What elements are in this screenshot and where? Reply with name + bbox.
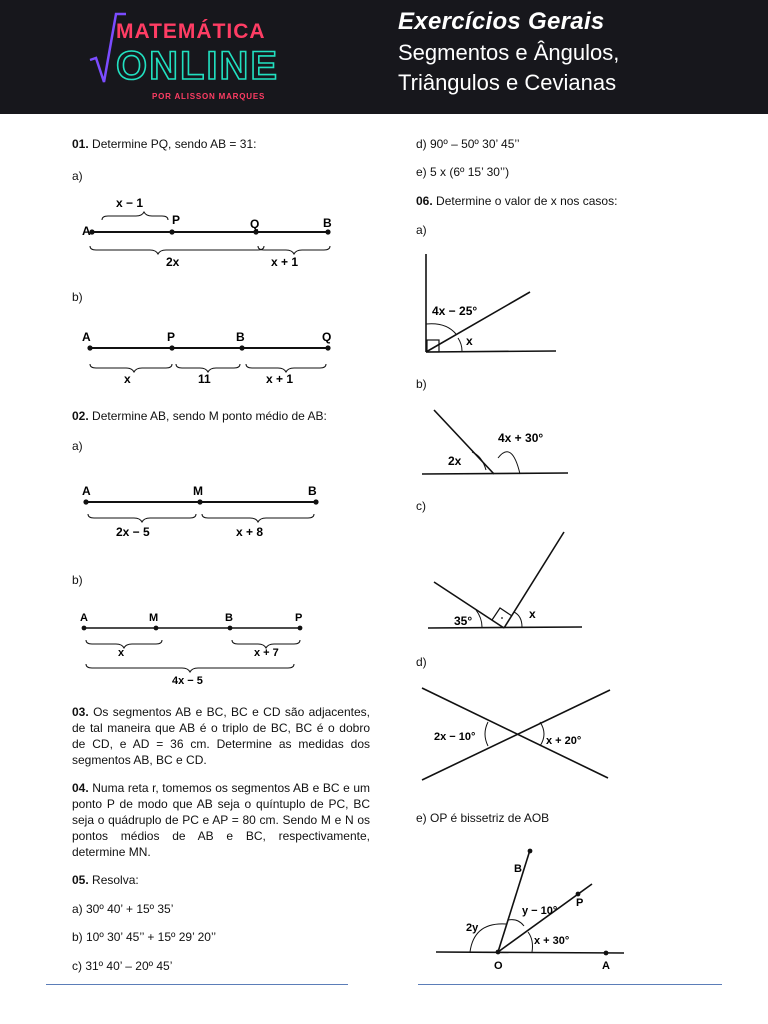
- point-label: Q: [250, 217, 260, 231]
- q03-text: 03. Os segmentos AB e BC, BC e CD são adjacentes, de tal maneira que AB é o triplo de BC, BC é o dobro de CD, e AD = 36 cm. Determine as medidas dos segmentos AB, BC e CD.: [72, 705, 370, 767]
- q02-a-figure: [78, 482, 338, 544]
- q06-c-figure: [426, 530, 586, 634]
- angle-label: 2y: [466, 922, 479, 934]
- logo-text-matematica: MATEMÁTICA: [116, 20, 266, 43]
- segment-label: x − 1: [116, 196, 144, 210]
- segment-label: 4x − 5: [172, 675, 203, 687]
- q06-a-figure: [420, 252, 560, 358]
- q05-item-d: d) 90º – 50º 30’ 45’’: [416, 137, 520, 151]
- segment-label: x + 8: [236, 525, 264, 539]
- logo: [86, 8, 286, 108]
- segment-label: x + 1: [266, 372, 294, 386]
- angle-label: 2x − 10°: [434, 731, 476, 743]
- q06-a-label: a): [416, 223, 427, 237]
- point-label: O: [494, 960, 503, 972]
- q06-d-figure: [420, 686, 614, 784]
- q06-b-label: b): [416, 377, 427, 391]
- q02-b-figure: [78, 606, 318, 686]
- angle-label: x: [529, 607, 536, 621]
- angle-label: 2x: [448, 454, 462, 468]
- point-label: M: [149, 612, 159, 624]
- q04-text: 04. Numa reta r, tomemos os segmentos AB e BC e um ponto P de modo que AB seja o quíntuplo de PC, BC seja o quádruplo de PC e AP = 80 cm. Sendo M e N os pontos médios de AB e BC, respectivamente, determine MN.: [72, 781, 370, 859]
- point-label: P: [167, 330, 176, 344]
- point-label: A: [82, 330, 91, 344]
- segment-label: 2x − 5: [116, 525, 150, 539]
- q01-heading: 01. Determine PQ, sendo AB = 31:: [72, 137, 257, 151]
- point-label: A: [80, 612, 88, 624]
- footer-divider-right: [418, 984, 722, 985]
- angle-label: x + 30°: [534, 935, 570, 947]
- point-label: A: [82, 484, 91, 498]
- point-label: B: [514, 863, 522, 875]
- q06-heading: 06. Determine o valor de x nos casos:: [416, 194, 618, 208]
- segment-label: x + 1: [271, 255, 299, 269]
- q06-c-label: c): [416, 499, 426, 513]
- q06-e-figure: [434, 846, 630, 972]
- segment-label: 2x: [166, 255, 180, 269]
- footer-divider-left: [46, 984, 348, 985]
- q02-a-label: a): [72, 439, 83, 453]
- point-label: Q: [322, 330, 332, 344]
- page-subtitle-1: Segmentos e Ângulos,: [398, 40, 620, 65]
- q01-b-label: b): [72, 290, 83, 304]
- angle-label: x + 20°: [546, 735, 582, 747]
- segment-label: 11: [198, 372, 211, 386]
- segment-label: x: [118, 647, 125, 659]
- point-label: B: [323, 216, 332, 230]
- q05-item-e: e) 5 x (6º 15’ 30’’): [416, 165, 510, 179]
- q06-b-figure: [420, 404, 572, 478]
- point-label: B: [236, 330, 245, 344]
- point-label: B: [225, 612, 233, 624]
- page-title: Exercícios Gerais: [398, 8, 605, 35]
- q01-b-figure: [78, 326, 348, 388]
- q02-heading: 02. Determine AB, sendo M ponto médio de AB:: [72, 409, 327, 423]
- angle-label: 35°: [454, 614, 473, 628]
- segment-label: x: [124, 372, 131, 386]
- angle-label: x: [466, 334, 473, 348]
- point-label: A: [82, 224, 91, 238]
- point-label: B: [308, 484, 317, 498]
- logo-byline: POR ALISSON MARQUES: [152, 92, 266, 101]
- q01-a-figure: [78, 190, 348, 270]
- q05-heading: 05. Resolva:: [72, 873, 139, 887]
- q02-b-label: b): [72, 573, 83, 587]
- q05-item-a: a) 30º 40’ + 15º 35’: [72, 902, 174, 916]
- header-banner: [0, 0, 768, 114]
- point-label: P: [295, 612, 303, 624]
- logo-text-online: ONLINE: [116, 44, 280, 88]
- page-subtitle-2: Triângulos e Cevianas: [398, 70, 617, 95]
- segment-label: x + 7: [254, 647, 279, 659]
- q06-d-label: d): [416, 655, 427, 669]
- q05-item-b: b) 10º 30’ 45’’ + 15º 29’ 20’’: [72, 930, 217, 944]
- point-label: P: [576, 897, 584, 909]
- angle-label: y − 10°: [522, 905, 558, 917]
- angle-label: 4x + 30°: [498, 431, 544, 445]
- point-label: A: [602, 960, 610, 972]
- q01-a-label: a): [72, 169, 83, 183]
- q06-e-label: e) OP é bissetriz de AOB: [416, 811, 550, 825]
- point-label: P: [172, 213, 181, 227]
- point-label: M: [193, 484, 203, 498]
- angle-label: 4x − 25°: [432, 304, 478, 318]
- q05-item-c: c) 31º 40’ – 20º 45’: [72, 959, 173, 973]
